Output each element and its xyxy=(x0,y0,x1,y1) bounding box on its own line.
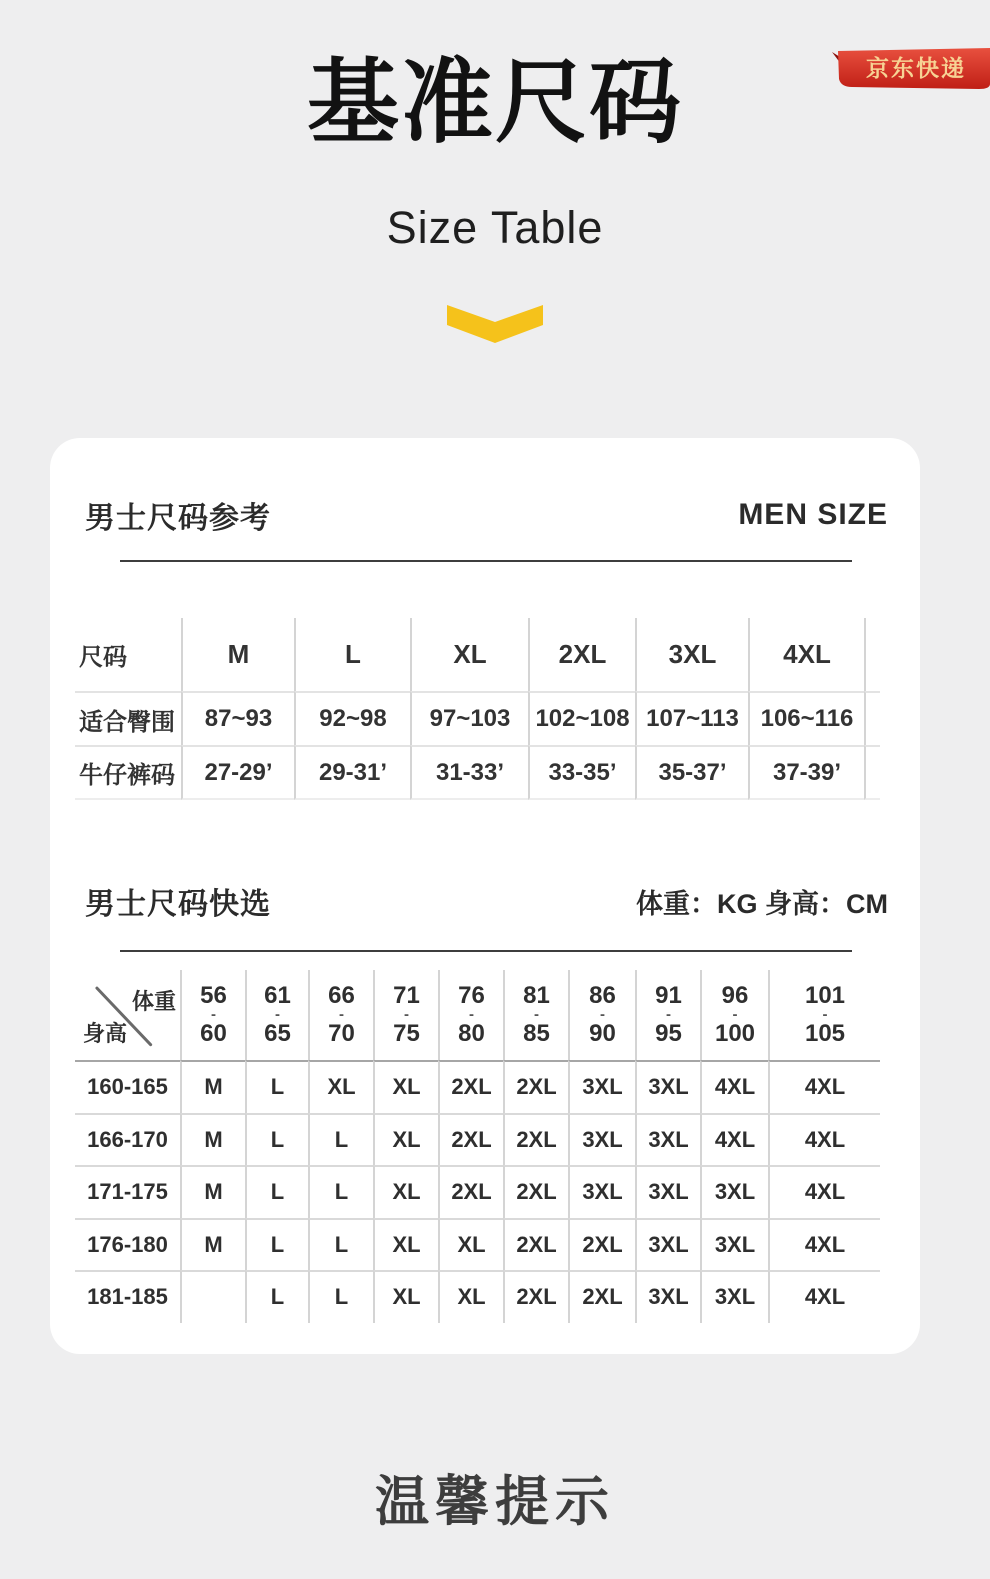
unit-label: 体重：KG 身高：CM xyxy=(636,888,888,919)
size-cell: XL xyxy=(308,1060,373,1113)
size-cell: 4XL xyxy=(768,1060,880,1113)
warm-tips-title: 温馨提示 xyxy=(375,1472,615,1532)
size-cell: XL xyxy=(373,1113,438,1166)
page-title: 基准尺码 xyxy=(306,52,683,154)
size-cell: L xyxy=(245,1218,308,1271)
size-cell: 3XL xyxy=(635,1165,700,1218)
weight-col-header: 56 - 60 xyxy=(180,970,245,1060)
size-cell xyxy=(180,1270,245,1323)
size-cell: 4XL xyxy=(768,1270,880,1323)
corner-weight-label: 体重 xyxy=(131,989,176,1014)
size-cell: 3XL xyxy=(568,1060,635,1113)
size-cell: 2XL xyxy=(568,1270,635,1323)
size-cell: 3XL xyxy=(635,1060,700,1113)
size-cell: M xyxy=(180,1113,245,1166)
hip-cell: 87~93 xyxy=(181,691,294,745)
size-cell: 3XL xyxy=(700,1270,768,1323)
table-header-cell: 尺码 xyxy=(79,644,127,671)
size-cell: 2XL xyxy=(503,1270,568,1323)
jd-express-badge xyxy=(828,48,990,92)
row-label: 牛仔裤码 xyxy=(75,745,181,800)
weight-col-header: 81 - 85 xyxy=(503,970,568,1060)
size-cell: 2XL xyxy=(503,1113,568,1166)
matrix-corner-cell xyxy=(75,970,180,1060)
jeans-cell: 29-31’ xyxy=(294,745,410,800)
divider xyxy=(120,560,852,562)
size-cell: 2XL xyxy=(438,1165,503,1218)
quick-select-matrix xyxy=(75,970,880,1323)
section1-title-en: MEN SIZE xyxy=(738,498,888,531)
height-row-label: 181-185 xyxy=(75,1270,180,1323)
page-subtitle: Size Table xyxy=(386,202,604,253)
ribbon-icon xyxy=(828,48,990,92)
size-cell: M xyxy=(180,1218,245,1271)
jeans-cell: 31-33’ xyxy=(410,745,528,800)
size-cell: 3XL xyxy=(568,1113,635,1166)
size-cell: XL xyxy=(373,1218,438,1271)
size-cell: XL xyxy=(438,1270,503,1323)
divider xyxy=(120,950,852,952)
height-row-label: 160-165 xyxy=(75,1060,180,1113)
men-size-table xyxy=(75,618,880,800)
table-header-cell: L xyxy=(294,618,410,691)
table-header-cell: 4XL xyxy=(748,618,864,691)
size-cell: XL xyxy=(373,1270,438,1323)
hip-cell: 107~113 xyxy=(635,691,748,745)
weight-col-header: 91 - 95 xyxy=(635,970,700,1060)
table-filler-cell xyxy=(864,745,880,800)
size-cell: 4XL xyxy=(700,1060,768,1113)
size-cell: XL xyxy=(373,1165,438,1218)
size-cell: L xyxy=(245,1270,308,1323)
size-card xyxy=(50,438,920,1354)
hip-cell: 97~103 xyxy=(410,691,528,745)
size-cell: 3XL xyxy=(700,1165,768,1218)
hip-cell: 102~108 xyxy=(528,691,635,745)
weight-col-header: 71 - 75 xyxy=(373,970,438,1060)
table-header-cell: 2XL xyxy=(528,618,635,691)
size-cell: XL xyxy=(438,1218,503,1271)
size-cell: L xyxy=(245,1165,308,1218)
size-cell: 4XL xyxy=(768,1218,880,1271)
size-cell: 4XL xyxy=(768,1165,880,1218)
corner-height-label: 身高 xyxy=(83,1021,128,1046)
size-cell: 2XL xyxy=(503,1165,568,1218)
size-cell: L xyxy=(245,1113,308,1166)
jeans-cell: 35-37’ xyxy=(635,745,748,800)
hip-cell: 92~98 xyxy=(294,691,410,745)
jeans-cell: 33-35’ xyxy=(528,745,635,800)
table-filler-cell xyxy=(864,618,880,691)
size-cell: L xyxy=(308,1218,373,1271)
weight-col-header: 86 - 90 xyxy=(568,970,635,1060)
weight-col-header: 101 - 105 xyxy=(768,970,880,1060)
weight-col-header: 66 - 70 xyxy=(308,970,373,1060)
hip-cell: 106~116 xyxy=(748,691,864,745)
weight-col-header: 96 - 100 xyxy=(700,970,768,1060)
row-label: 适合臀围 xyxy=(75,691,181,745)
table-header-cell: M xyxy=(181,618,294,691)
size-cell: 3XL xyxy=(700,1218,768,1271)
size-cell: 2XL xyxy=(503,1218,568,1271)
size-cell: 2XL xyxy=(438,1113,503,1166)
size-cell: 2XL xyxy=(568,1218,635,1271)
section2-title: 男士尺码快选 xyxy=(85,888,271,921)
size-cell: 4XL xyxy=(700,1113,768,1166)
size-cell: M xyxy=(180,1060,245,1113)
table-header-cell: 3XL xyxy=(635,618,748,691)
size-cell: L xyxy=(308,1113,373,1166)
table-filler-cell xyxy=(864,691,880,745)
size-cell: M xyxy=(180,1165,245,1218)
quick-select-header xyxy=(50,882,920,920)
height-row-label: 166-170 xyxy=(75,1113,180,1166)
size-cell: L xyxy=(308,1165,373,1218)
size-cell: XL xyxy=(373,1060,438,1113)
size-cell: 3XL xyxy=(635,1218,700,1271)
height-row-label: 171-175 xyxy=(75,1165,180,1218)
table-header-cell: XL xyxy=(410,618,528,691)
badge-label: 京东快递 xyxy=(866,55,966,81)
size-cell: 3XL xyxy=(635,1113,700,1166)
jeans-cell: 27-29’ xyxy=(181,745,294,800)
size-cell: 3XL xyxy=(568,1165,635,1218)
height-row-label: 176-180 xyxy=(75,1218,180,1271)
size-cell: 2XL xyxy=(438,1060,503,1113)
section1-title: 男士尺码参考 xyxy=(85,502,271,535)
size-cell: 4XL xyxy=(768,1113,880,1166)
weight-col-header: 76 - 80 xyxy=(438,970,503,1060)
size-cell: L xyxy=(308,1270,373,1323)
weight-col-header: 61 - 65 xyxy=(245,970,308,1060)
size-cell: L xyxy=(245,1060,308,1113)
size-cell: 2XL xyxy=(503,1060,568,1113)
size-cell: 3XL xyxy=(635,1270,700,1323)
jeans-cell: 37-39’ xyxy=(748,745,864,800)
men-size-header xyxy=(50,496,920,534)
chevron-down-icon xyxy=(0,305,990,343)
